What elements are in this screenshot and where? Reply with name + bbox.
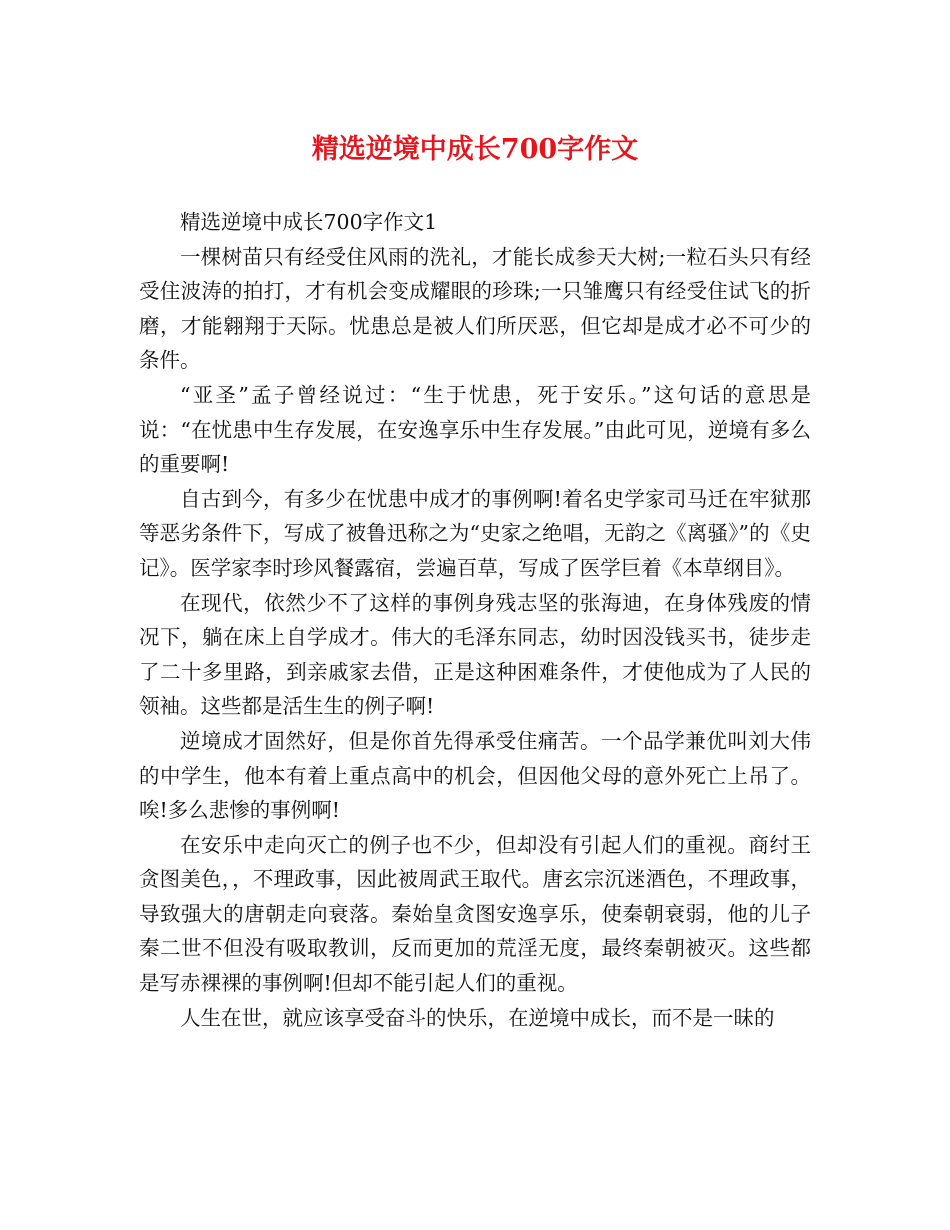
- document-body: [139, 205, 811, 1035]
- paragraph-3: 自古到今，有多少在忧患中成才的事例啊!着名史学家司马迁在牢狱那等恶劣条件下，写成了被鲁迅称之为“史家之绝唱，无韵之《离骚》”的《史记》。医学家李时珍风餐露宿，尝遍百草，写成了医学巨着《本草纲目》。: [139, 486, 811, 580]
- document-title: 精选逆境中成长700字作文: [311, 134, 639, 165]
- paragraph-5: 逆境成才固然好，但是你首先得承受住痛苦。一个品学兼优叫刘大伟的中学生，他本有着上重点高中的机会，但因他父母的意外死亡上吊了。唉!多么悲惨的事例啊!: [139, 728, 811, 823]
- essay-subheading: 精选逆境中成长700字作文1: [180, 210, 438, 234]
- paragraph-2: “亚圣”孟子曾经说过：“生于忧患，死于安乐。”这句话的意思是说：“在忧患中生存发展，在安逸享乐中生存发展。”由此可见，逆境有多么的重要啊!: [139, 382, 811, 477]
- paragraph-1: 一棵树苗只有经受住风雨的洗礼，才能长成参天大树;一粒石头只有经受住波涛的拍打，才有机会变成耀眼的珍珠;一只雏鹰只有经受住试飞的折磨，才能翱翔于天际。忧患总是被人们所厌恶，但它却是成才必不可少的条件。: [139, 244, 811, 373]
- paragraph-4: 在现代，依然少不了这样的事例身残志坚的张海迪，在身体残废的情况下，躺在床上自学成才。伟大的毛泽东同志，幼时因没钱买书，徒步走了二十多里路，到亲戚家去借，正是这种困难条件，才使他成为了人民的领袖。这些都是活生生的例子啊!: [139, 590, 811, 719]
- paragraph-7: 人生在世，就应该享受奋斗的快乐，在逆境中成长，而不是一昧的: [180, 1005, 775, 1030]
- paragraph-6: 在安乐中走向灭亡的例子也不少，但却没有引起人们的重视。商纣王贪图美色，，不理政事，因此被周武王取代。唐玄宗沉迷酒色，不理政事，导致强大的唐朝走向衰落。秦始皇贪图安逸享乐，使秦朝衰弱，他的儿子秦二世不但没有吸取教训，反而更加的荒淫无度，最终秦朝被灭。这些都是写赤裸裸的事例啊!但却不能引起人们的重视。: [139, 832, 811, 996]
